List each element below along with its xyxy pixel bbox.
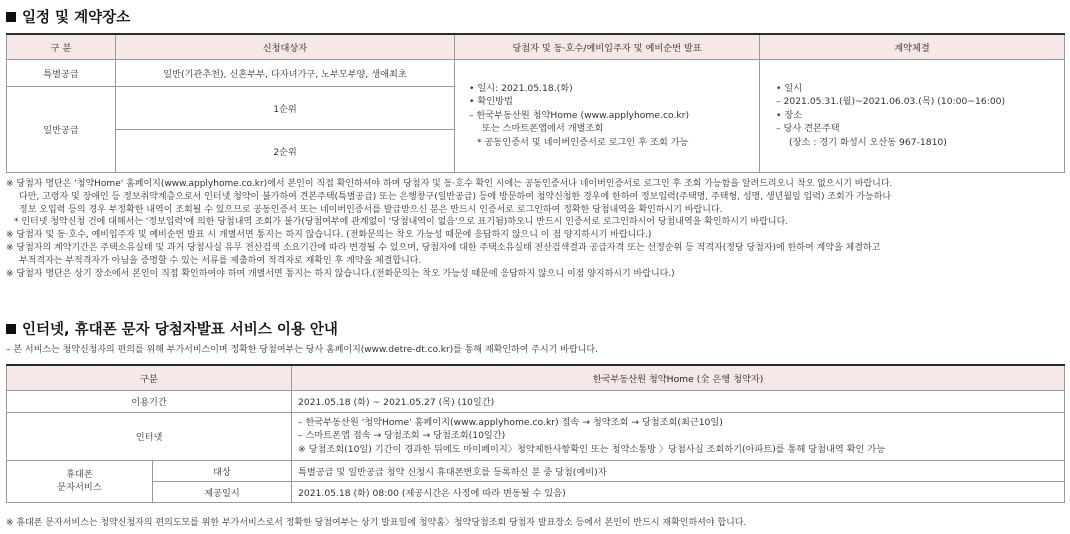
announce-line: – 한국부동산원 청약Home (www.applyhome.co.kr) (469, 109, 690, 121)
contract-line: – 2021.05.31.(월)~2021.06.03.(목) (10:00~16:00) (776, 96, 1006, 108)
note-line: 다만, 고령자 및 장애인 등 정보취약계층으로서 인터넷 청약이 불가하여 견본주택(특별공급) 또는 은행창구(일반공급) 등에 방문하여 청약신청한 경우에 한하여 정보입력(주택명, 주택형, 성명, 생년월일 입력) 조회가 가능하나 (19, 191, 892, 202)
sms-time-label: 제공일시 (153, 481, 292, 502)
announce-line: * 공동인증서 및 네이버인증서로 로그인 후 조회 가능 (477, 136, 689, 148)
square-bullet-icon (6, 324, 16, 334)
section2-title (6, 318, 338, 339)
section1-notes (6, 178, 1064, 280)
internet-line: – 스마트폰앱 접속 → 당첨조회 → 당첨조회(10일간) (298, 430, 506, 442)
service-header-category: 구분 (7, 365, 292, 390)
special-supply-target: 일반(기관추천), 신혼부부, 다자녀가구, 노부모부양, 생애최초 (116, 59, 455, 86)
internet-details (292, 412, 1065, 460)
announce-line: 또는 스마트폰앱에서 개별조회 (482, 123, 604, 135)
section1-title (6, 6, 130, 27)
footnote-line: ※ 휴대폰 문자서비스는 청약신청자의 편의도모를 위한 부가서비스로서 정확한 당첨여부는 상기 발표일에 청약홈〉청약당첨조회 당첨자 발표장소 등에서 본인이 반드시 재확인하셔야 합니다. (6, 518, 747, 528)
note-line: ※ 당첨자 명단은 상기 장소에서 본인이 직접 확인하여야 하며 개별서면 통지는 하지 않습니다.(전화문의는 착오 가능성 때문에 응답하지 않으니 이점 양지하시기 바랍니다.) (6, 268, 675, 279)
contract-line: • 일시 (776, 82, 803, 94)
period-label: 이용기간 (7, 390, 292, 412)
general-rank2: 2순위 (116, 129, 455, 172)
section2-footnote (6, 517, 1064, 530)
sms-time-row (7, 481, 1065, 502)
sms-target-label: 대상 (153, 460, 292, 481)
period-row (7, 390, 1065, 412)
sms-label-line: 문자서비스 (57, 482, 102, 493)
contract-details (760, 59, 1065, 172)
intro-line: – 본 서비스는 청약신청자의 편의를 위해 부가서비스이며 정확한 당첨여부는 당사 홈페이지(www.detre-dt.co.kr)를 통해 재확인하여 주시기 바랍니다. (6, 345, 598, 355)
note-line: ※ 당첨자 명단은 '청약Home' 홈페이지(www.applyhome.co.kr)에서 본인이 직접 확인하셔야 하며 당첨자 및 동·호수 확인 시에는 공동인증서나 네이버인증서로 로그인 후 조회 가능함을 알려드리오니 착오 없으시기 바랍니다. (6, 179, 893, 189)
sms-label (7, 460, 153, 502)
square-bullet-icon (6, 12, 16, 22)
internet-row (7, 412, 1065, 460)
section2-intro (6, 344, 1064, 357)
announce-line: • 일시: 2021.05.18.(화) (469, 82, 573, 94)
internet-line: ※ 당첨조회(10일) 기간이 경과한 뒤에도 마이페이지〉청약제한사항확인 또는 청약소통방 〉당첨사실 조회하기(아파트)를 통해 당첨내역 확인 가능 (298, 443, 886, 455)
contract-line: (장소 : 경기 화성시 오산동 967-1810) (789, 136, 947, 148)
note-line: ※ 당첨자 및 동·호수, 예비입주자 및 예비순번 발표 시 개별서면 통지는 하지 않습니다. (전화문의는 착오 가능성 때문에 응답하지 않으니 이 점 양지하시기 바랍니다.) (6, 230, 652, 241)
note-line: 정보 오입력 등의 경우 부정확한 내역이 조회될 수 있으므로 공동인증서 또는 네이버인증서를 발급받으신 분은 반드시 인증서로 로그인하여 정확한 당첨내역을 확인하시기 바랍니다. (19, 204, 723, 215)
special-supply-row (7, 59, 1065, 86)
general-supply-label: 일반공급 (7, 86, 116, 172)
internet-label: 인터넷 (7, 412, 292, 460)
header-contract: 계약체결 (760, 34, 1065, 59)
note-line: * 인터넷 청약신청 건에 대해서는 '정보입력'에 의한 당첨내역 조회가 불가(당첨여부에 관계없이 '당첨내역이 없음'으로 표기됨)하오니 반드시 인증서로 로그인하시어 당첨내역을 확인하시기 바랍니다. (14, 217, 789, 228)
header-announce: 당첨자 및 동·호수/예비입주자 및 예비순번 발표 (455, 34, 760, 59)
period-value: 2021.05.18 (화) ~ 2021.05.27 (목) (10일간) (292, 390, 1065, 412)
special-supply-label: 특별공급 (7, 59, 116, 86)
section1-title-text: 일정 및 계약장소 (22, 10, 131, 26)
general-rank1: 1순위 (116, 86, 455, 129)
announce-line: • 확인방법 (469, 96, 513, 108)
sms-time-value: 2021.05.18 (화) 08:00 (제공시간은 사정에 따라 변동될 수 있음) (292, 481, 1065, 502)
sms-target-value: 특별공급 및 일반공급 청약 신청시 휴대폰번호를 등록하신 분 중 당첨(예비)자 (292, 460, 1065, 481)
sms-label-line: 휴대폰 (66, 468, 93, 480)
announce-details (455, 59, 760, 172)
section2-title-text: 인터넷, 휴대폰 문자 당첨자발표 서비스 이용 안내 (22, 322, 338, 338)
contract-line: • 장소 (776, 109, 803, 121)
contract-line: – 당사 견본주택 (776, 123, 840, 135)
sms-service-table (6, 364, 1065, 503)
sms-target-row (7, 460, 1065, 481)
service-header-provider: 한국부동산원 청약Home (全 은행 청약자) (292, 365, 1065, 390)
note-line: ※ 당첨자의 계약기간은 주택소유실태 및 과거 당첨사실 유무 전산검색 소요기간에 따라 변경될 수 있으며, 당첨자에 대한 주택소유실태 전산검색결과 공급자격 또는 선정순위 등 적격자(정당 당첨자)에 한하여 계약을 체결하고 (6, 242, 881, 253)
header-category: 구 분 (7, 34, 116, 59)
note-line: 부적격자는 부적격자가 아님을 증명할 수 있는 서류를 제출하여 적격자로 재확인 후 계약을 체결합니다. (19, 255, 422, 266)
schedule-table (6, 33, 1065, 173)
internet-line: – 한국부동산원 '청약Home' 홈페이지(www.applyhome.co.kr) 접속 → 청약조회 → 당첨조회(최근10일) (298, 416, 723, 428)
service-header-row (7, 365, 1065, 390)
schedule-header-row (7, 34, 1065, 59)
header-target: 신청대상자 (116, 34, 455, 59)
